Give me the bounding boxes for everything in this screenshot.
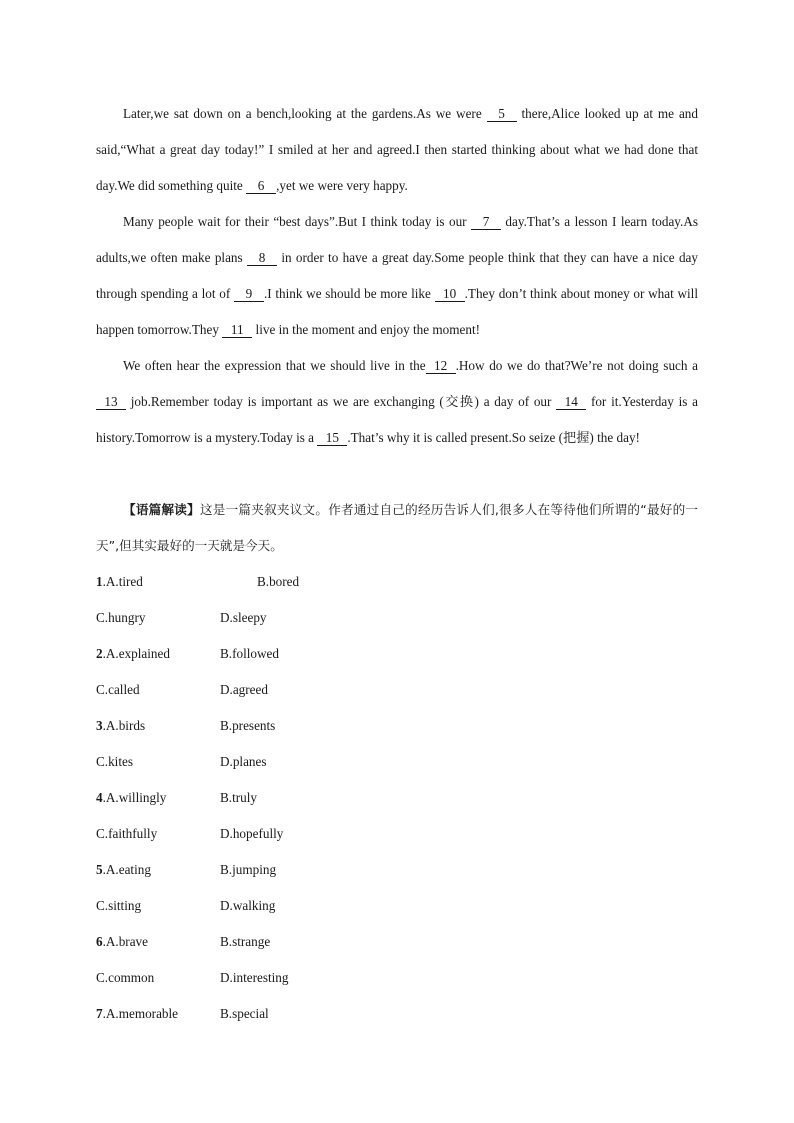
text-run: there,Alice looked up at me and said,“What a great day today!” I smiled at her and agreed.I then started thinking about what we had done that day.We did something quite [96,106,698,193]
analysis-text: 这是一篇夹叙夹议文。作者通过自己的经历告诉人们,很多人在等待他们所谓的“最好的一天”,但其实最好的一天就是今天。 [96,502,699,553]
passage-paragraph-1 [96,96,698,204]
question-5-row-ab [96,852,698,888]
text-run: Many people wait for their “best days”.But I think today is our [123,214,471,229]
text-run: We often hear the expression that we should live in the [123,358,426,373]
question-1-row-cd [96,600,698,636]
text-run: .I think we should be more like [263,286,435,301]
option-6d: D.interesting [220,970,289,985]
option-4d: D.hopefully [220,826,284,841]
option-3d: D.planes [220,754,267,769]
option-1d: D.sleepy [220,610,267,625]
question-6-row-ab [96,924,698,960]
blank-15: 15 [317,430,347,446]
option-text: .A.eating [102,862,151,877]
option-text: .A.memorable [102,1006,179,1021]
passage-paragraph-2 [96,204,698,348]
blank-7: 7 [471,214,501,230]
option-1b: B.bored [257,574,300,589]
question-1-row-ab [96,564,698,600]
question-2-row-ab [96,636,698,672]
option-3a [96,708,145,744]
blank-11: 11 [222,322,252,338]
option-2d: D.agreed [220,682,268,697]
blank-9: 9 [234,286,264,302]
question-2-row-cd [96,672,698,708]
question-number: 2 [96,646,103,661]
blank-13: 13 [96,394,126,410]
question-number: 3 [96,718,103,733]
option-text: .A.birds [102,718,146,733]
blank-8: 8 [247,250,277,266]
question-4-row-ab [96,780,698,816]
text-run: in order to have a great day.Some people think that they can have a nice day through spending a lot of [96,250,698,301]
question-3-row-cd [96,744,698,780]
question-number: 4 [96,790,103,805]
option-4a [96,780,166,816]
option-2c: C.called [96,682,140,697]
blank-14: 14 [556,394,586,410]
option-5b: B.jumping [220,862,277,877]
question-5-row-cd [96,888,698,924]
option-2a [96,636,170,672]
option-7b: B.special [220,1006,269,1021]
analysis-paragraph [96,492,698,564]
option-6b: B.strange [220,934,271,949]
text-run: day.That’s a lesson I learn today.As adults,we often make plans [96,214,698,265]
question-7-row-ab [96,996,698,1032]
option-6c: C.common [96,970,155,985]
option-text: .A.tired [102,574,143,589]
blank-12: 12 [426,358,456,374]
analysis-heading: 【语篇解读】 [123,502,200,517]
question-3-row-ab [96,708,698,744]
option-1c: C.hungry [96,610,146,625]
question-number: 5 [96,862,103,877]
question-number: 1 [96,574,103,589]
option-2b: B.followed [220,646,279,661]
text-run: for it.Yesterday is a history.Tomorrow is a mystery.Today is a [96,394,698,445]
option-3b: B.presents [220,718,276,733]
question-6-row-cd [96,960,698,996]
question-options [96,564,698,1032]
text-run: live in the moment and enjoy the moment! [252,322,481,337]
text-run: .They don’t think about money or what will happen tomorrow.They [96,286,698,337]
option-text: .A.brave [102,934,148,949]
option-4c: C.faithfully [96,826,158,841]
question-4-row-cd [96,816,698,852]
option-7a [96,996,178,1032]
text-run: ,yet we were very happy. [276,178,408,193]
blank-5: 5 [487,106,517,122]
text-run: .That’s why it is called present.So seize (把握) the day! [347,430,640,445]
option-text: .A.willingly [102,790,167,805]
passage-paragraph-3 [96,348,698,456]
blank-6: 6 [246,178,276,194]
option-text: .A.explained [102,646,170,661]
blank-10: 10 [435,286,465,302]
option-5a [96,852,151,888]
option-5c: C.sitting [96,898,142,913]
text-run: Later,we sat down on a bench,looking at the gardens.As we were [123,106,487,121]
text-run: .How do we do that?We’re not doing such a [455,358,698,373]
option-3c: C.kites [96,754,133,769]
option-1a [96,564,143,600]
option-4b: B.truly [220,790,257,805]
text-run: job.Remember today is important as we are exchanging (交换) a day of our [126,394,557,409]
option-5d: D.walking [220,898,276,913]
option-6a [96,924,148,960]
question-number: 6 [96,934,103,949]
question-number: 7 [96,1006,103,1021]
